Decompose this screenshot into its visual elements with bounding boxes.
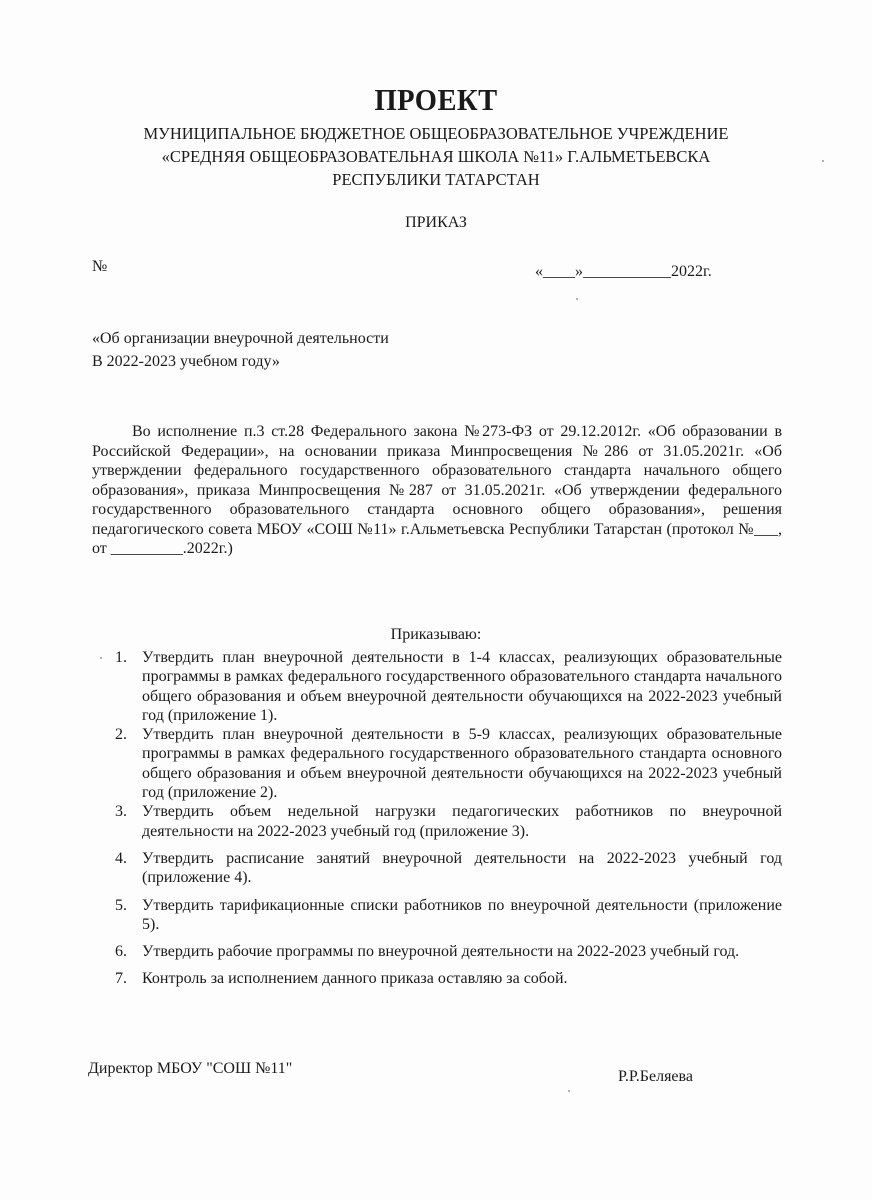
order-number-label: № — [92, 258, 108, 275]
subject-line-2: В 2022-2023 учебном году» — [92, 353, 280, 370]
order-date-line: «____»___________2022г. — [535, 263, 712, 280]
signature-position: Директор МБОУ "СОШ №11" — [88, 1060, 293, 1077]
scan-speck — [568, 1090, 570, 1092]
signature-name: Р.Р.Беляева — [618, 1068, 693, 1085]
order-item-number: 5. — [115, 896, 127, 914]
orders-list — [115, 648, 782, 989]
order-item-number: 7. — [115, 970, 127, 988]
order-item — [115, 969, 782, 988]
order-item-number: 2. — [115, 726, 127, 744]
orders-heading: Приказываю: — [390, 626, 482, 643]
order-item — [115, 648, 782, 725]
order-item-text: Контроль за исполнением данного приказа оставляю за собой. — [142, 970, 568, 988]
order-item-number: 4. — [115, 849, 127, 867]
order-item — [115, 896, 782, 935]
scan-speck — [100, 657, 102, 659]
order-item — [115, 802, 782, 841]
order-item — [115, 849, 782, 888]
project-stamp: ПРОЕКТ — [374, 82, 498, 117]
preamble-paragraph: Во исполнение п.3 ст.28 Федерального закона №273-ФЗ от 29.12.2012г. «Об образовании в Российской Федерации», на основании приказа Минпросвещения №286 от 31.05.2021г. «Об утверждении федерального государственного образовательного стандарта начального общего образования», приказа Минпросвещения №287 от 31.05.2021г. «Об утверждении федерального государственного образовательного стандарта основного общего образования», решения педагогического совета МБОУ «СОШ №11» г.Альметьевска Республики Татарстан (протокол №___, от _________.2022г.) — [92, 423, 782, 557]
organization-line-3: РЕСПУБЛИКИ ТАТАРСТАН — [332, 170, 540, 189]
scan-speck — [576, 298, 578, 300]
order-item-text: Утвердить тарификационные списки работников по внеурочной деятельности (приложение 5). — [142, 896, 782, 933]
document-type: ПРИКАЗ — [405, 214, 467, 231]
order-item-text: Утвердить рабочие программы по внеурочной деятельности на 2022-2023 учебный год. — [142, 943, 740, 961]
scan-speck — [822, 160, 824, 162]
order-item-text: Утвердить расписание занятий внеурочной деятельности на 2022-2023 учебный год (приложение 4). — [142, 849, 782, 887]
order-subject — [92, 327, 389, 373]
organization-line-1: МУНИЦИПАЛЬНОЕ БЮДЖЕТНОЕ ОБЩЕОБРАЗОВАТЕЛЬНОЕ УЧРЕЖДЕНИЕ — [143, 124, 729, 143]
order-item-text: Утвердить план внеурочной деятельности в 5-9 классах, реализующих образовательные программы в рамках федерального государственного образовательного стандарта основного общего образования и объем внеурочной деятельности обучающихся на 2022-2023 учебный год (приложение 2). — [142, 726, 782, 802]
order-item-number: 1. — [115, 649, 127, 666]
subject-line-1: «Об организации внеурочной деятельности — [92, 330, 389, 347]
order-item-text: Утвердить объем недельной нагрузки педагогических работников по внеурочной деятельности на 2022-2023 учебный год (приложение 3). — [142, 803, 782, 840]
organization-line-2: «СРЕДНЯЯ ОБЩЕОБРАЗОВАТЕЛЬНАЯ ШКОЛА №11» Г.АЛЬМЕТЬЕВСКА — [161, 147, 711, 166]
order-item-text: Утвердить план внеурочной деятельности в 1-4 классах, реализующих образовательные программы в рамках федерального государственного образовательного стандарта начального общего образования и объем внеурочной деятельности обучающихся на 2022-2023 учебный год (приложение 1). — [142, 649, 782, 724]
order-item — [115, 942, 782, 961]
order-item — [115, 725, 782, 802]
order-item-number: 6. — [115, 943, 127, 961]
order-item-number: 3. — [115, 803, 127, 821]
